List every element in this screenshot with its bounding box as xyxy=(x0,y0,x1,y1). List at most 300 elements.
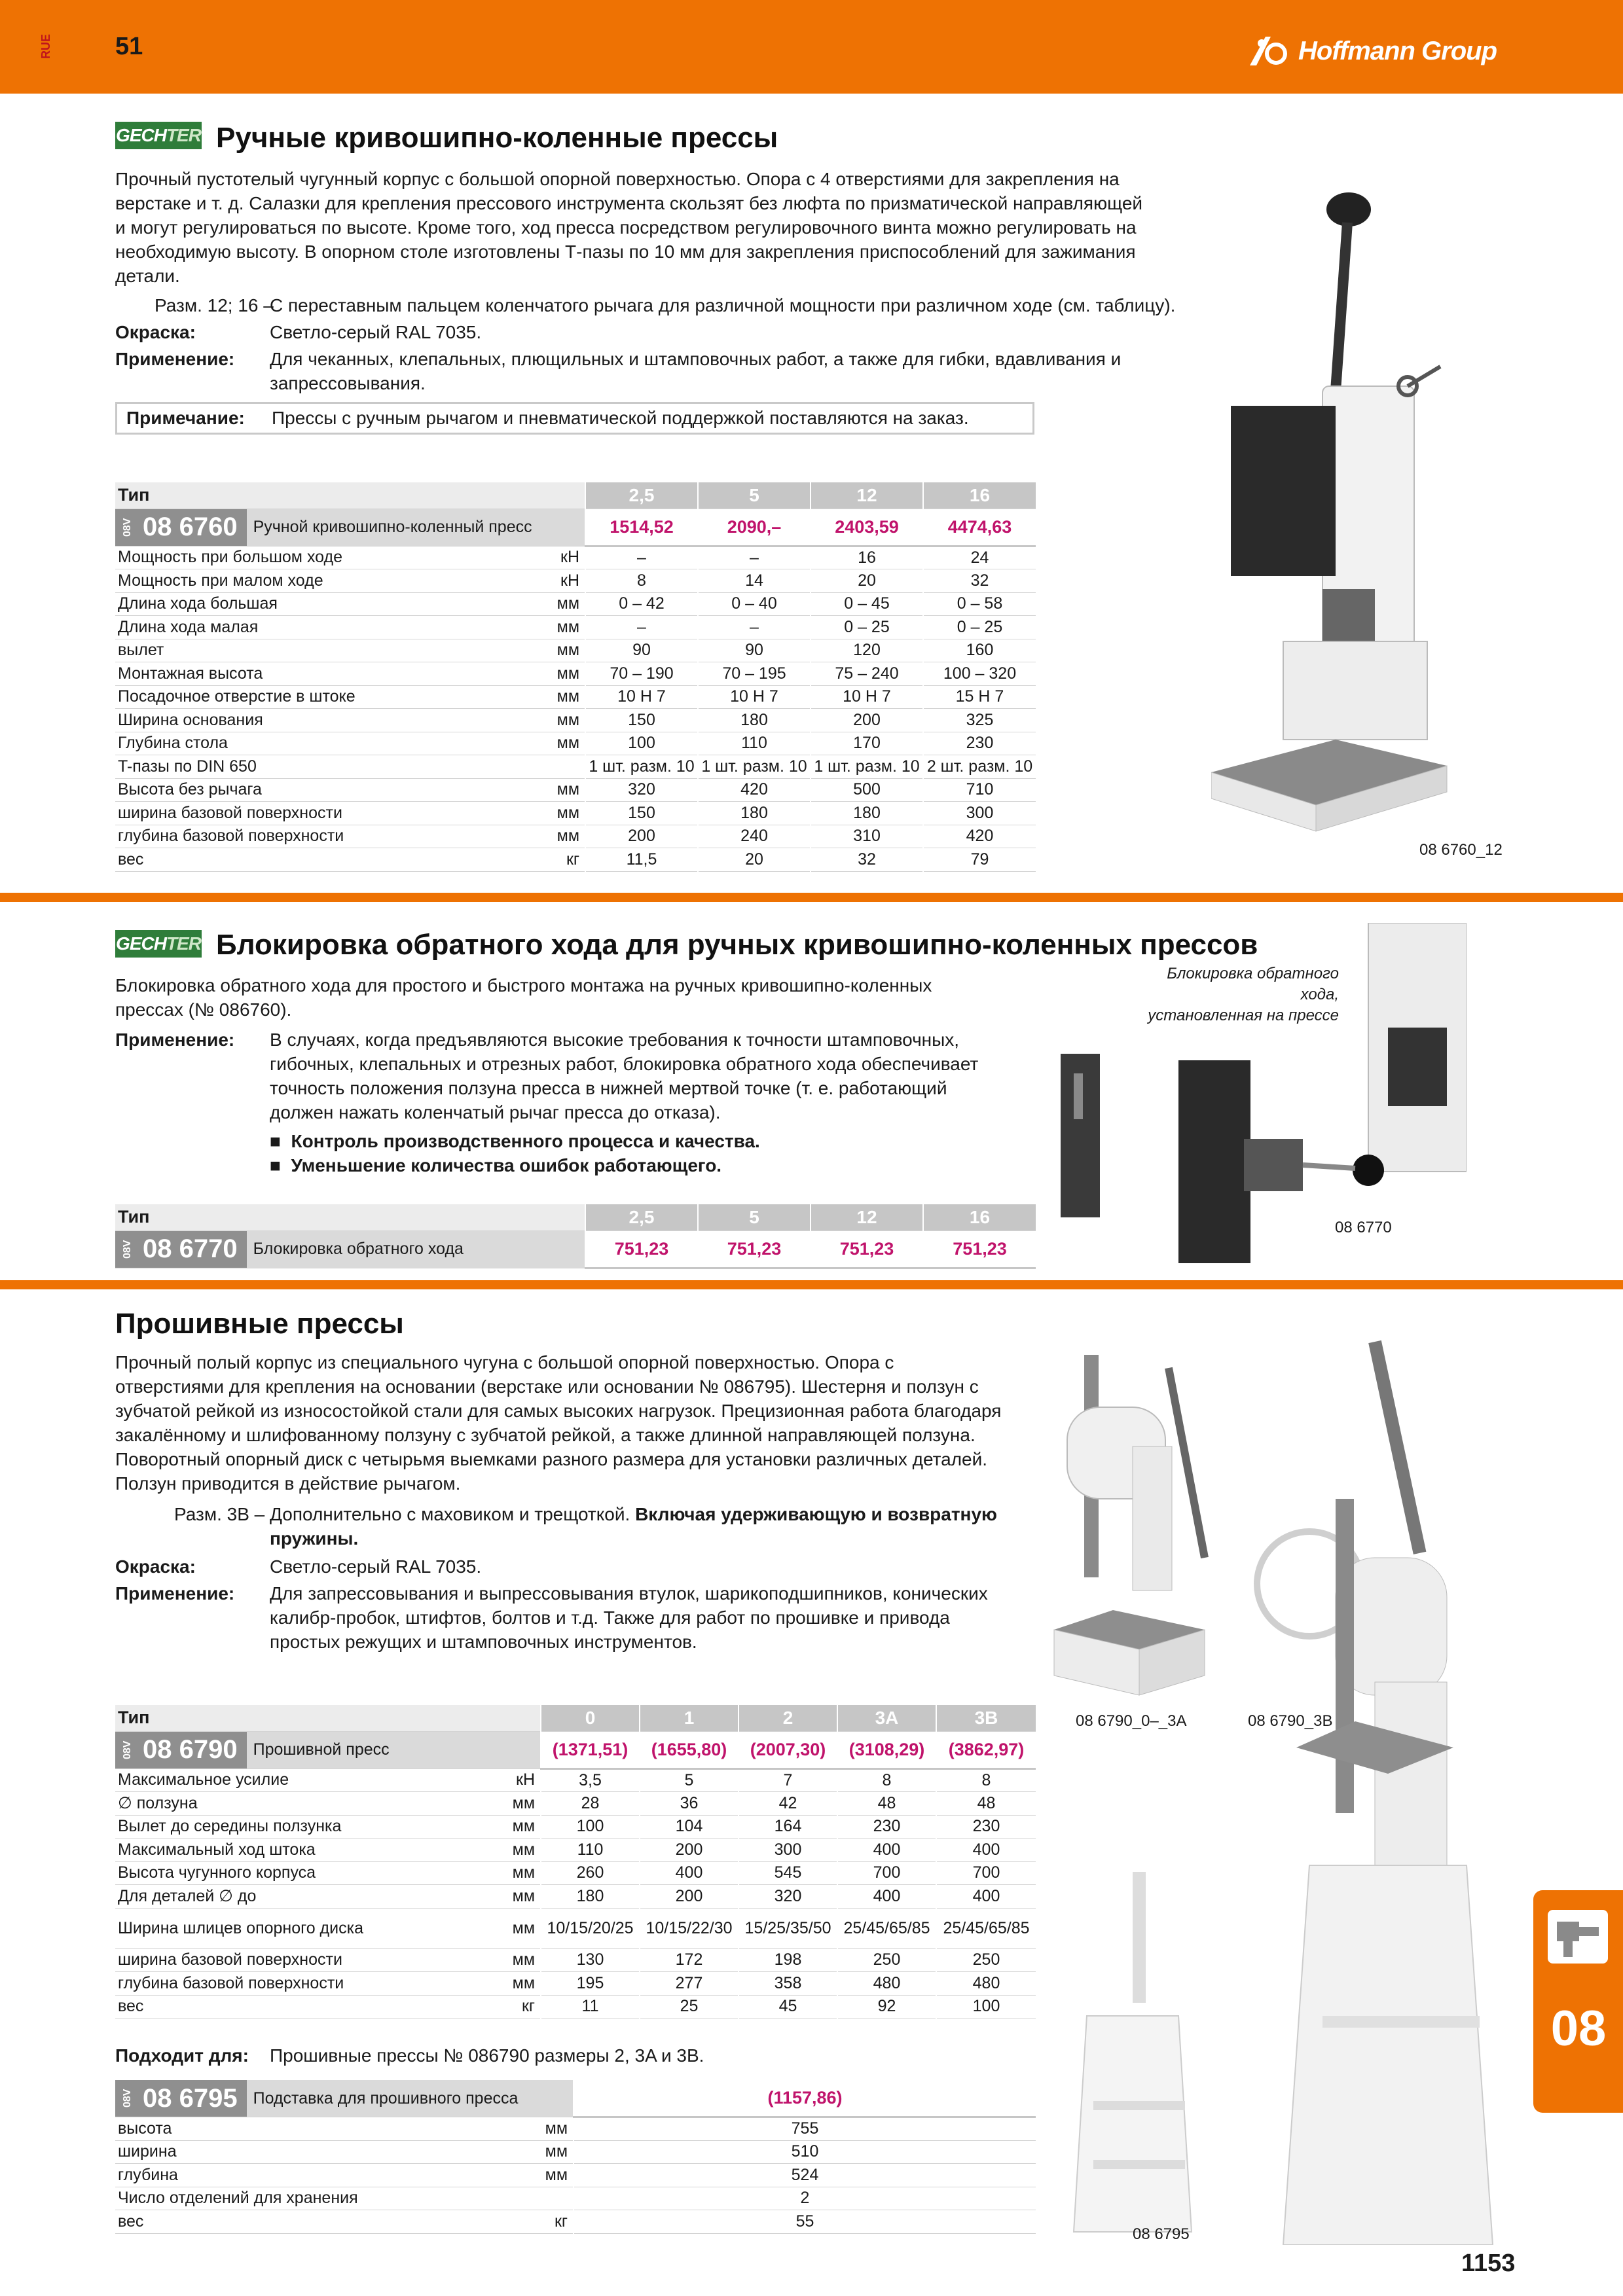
row-name: Высота без рычага xyxy=(115,778,454,802)
row-value: 524 xyxy=(574,2164,1036,2187)
row-value: 7 xyxy=(739,1768,837,1792)
bullet-item xyxy=(270,1153,760,1177)
brand-part1: GECH xyxy=(116,933,166,954)
row-name: глубина базовой поверхности xyxy=(115,825,454,848)
table-row xyxy=(115,709,1036,732)
row-name: глубина xyxy=(115,2164,462,2187)
row-value: 400 xyxy=(936,1885,1036,1909)
gechter-brand-badge xyxy=(115,122,202,149)
row-name: Ширина шлицев опорного диска xyxy=(115,1908,462,1948)
body-line: Прочный полый корпус из специального чугуна с большой опорной поверхностью. Опора с xyxy=(115,1352,894,1372)
row-value: 90 xyxy=(585,639,698,662)
page-ref: 51 xyxy=(115,33,143,60)
row-value: 2 xyxy=(574,2187,1036,2210)
row-unit: мм xyxy=(454,662,585,686)
image-note-line: хода, xyxy=(1300,986,1339,1003)
type-col: 3B xyxy=(936,1705,1036,1731)
row-value: 1 шт. разм. 10 xyxy=(585,755,698,779)
row-value: 240 xyxy=(698,825,811,848)
row-value: 24 xyxy=(923,546,1036,569)
row-name: Мощность при большом ходе xyxy=(115,546,454,569)
table-row xyxy=(115,546,1036,569)
row-name: высота xyxy=(115,2117,462,2141)
use-text xyxy=(270,1581,988,1654)
article-cell xyxy=(115,1731,541,1768)
size-text-bold: Включая удерживающую и возвратную xyxy=(635,1504,997,1524)
row-value: 10/15/22/30 xyxy=(640,1908,739,1948)
image-caption: 08 6790_3B xyxy=(1248,1712,1333,1730)
table-row xyxy=(115,685,1036,709)
row-value: 25/45/65/85 xyxy=(837,1908,936,1948)
size-label: Разм. 12; 16 – xyxy=(155,295,274,315)
row-unit: мм xyxy=(462,1815,541,1839)
row-value: 172 xyxy=(640,1948,739,1972)
arbor-press-images xyxy=(1048,1329,1506,2245)
use-line: должен нажать коленчатый рычаг пресса до отказа). xyxy=(270,1102,721,1122)
table-row xyxy=(115,1768,1036,1792)
row-unit: кг xyxy=(454,848,585,872)
row-value: – xyxy=(698,546,811,569)
row-value: 150 xyxy=(585,709,698,732)
fits-text: Прошивные прессы № 086790 размеры 2, 3A и 3B. xyxy=(270,2045,704,2066)
row-name: Высота чугунного корпуса xyxy=(115,1861,462,1885)
row-value: 310 xyxy=(811,825,923,848)
image-caption: 08 6790_0–_3A xyxy=(1076,1712,1187,1730)
stand-table xyxy=(115,2080,1036,2234)
type-col: 3A xyxy=(837,1705,936,1731)
row-value: 32 xyxy=(923,569,1036,593)
row-value: 8 xyxy=(936,1768,1036,1792)
image-note-line: установленная на прессе xyxy=(1148,1007,1339,1024)
row-value: 320 xyxy=(739,1885,837,1909)
section3-body xyxy=(115,1350,1051,1496)
note-text: Прессы с ручным рычагом и пневматической поддержкой поставляются на заказ. xyxy=(272,408,969,428)
row-unit xyxy=(462,2187,574,2210)
row-value: 15 H 7 xyxy=(923,685,1036,709)
paint-text: Светло-серый RAL 7035. xyxy=(270,1556,482,1577)
size-text: С переставным пальцем коленчатого рычага для различной мощности при различном ходе (см. таблицу). xyxy=(270,295,1176,315)
row-value: 16 xyxy=(811,546,923,569)
logo-text: Hoffmann Group xyxy=(1298,36,1497,65)
row-value: 1 шт. разм. 10 xyxy=(698,755,811,779)
row-value: 28 xyxy=(541,1792,640,1816)
note-label: Примечание: xyxy=(126,408,245,428)
row-name: Ширина основания xyxy=(115,709,454,732)
type-col: 5 xyxy=(698,482,811,509)
row-value: 10 H 7 xyxy=(811,685,923,709)
row-value: 200 xyxy=(640,1839,739,1862)
bullet-item xyxy=(270,1129,760,1153)
type-col: 5 xyxy=(698,1204,811,1230)
row-value: 110 xyxy=(541,1839,640,1862)
art-number: 08 6770 xyxy=(140,1231,247,1268)
row-value: 700 xyxy=(837,1861,936,1885)
row-value: 0 – 40 xyxy=(698,592,811,616)
row-value: 3,5 xyxy=(541,1768,640,1792)
fits-label: Подходит для: xyxy=(115,2045,249,2066)
price-cell: 751,23 xyxy=(698,1230,811,1268)
toggle-press-table xyxy=(115,482,1036,872)
row-unit: мм xyxy=(462,1839,541,1862)
table-row xyxy=(115,616,1036,639)
row-value: 358 xyxy=(739,1972,837,1996)
brand-part2: TER xyxy=(166,125,201,145)
row-unit: мм xyxy=(462,2117,574,2141)
art-prefix: 08V xyxy=(115,1732,140,1768)
body-line: Поворотный опорный диск с четырьмя выемками разного размера для установки различных деталей. xyxy=(115,1449,988,1469)
art-number: 08 6790 xyxy=(140,1732,247,1768)
row-value: 200 xyxy=(811,709,923,732)
row-unit: мм xyxy=(454,685,585,709)
row-value: 42 xyxy=(739,1792,837,1816)
row-value: 250 xyxy=(936,1948,1036,1972)
row-value: 180 xyxy=(541,1885,640,1909)
brand-part1: GECH xyxy=(116,125,166,145)
row-value: 230 xyxy=(923,732,1036,755)
row-value: 104 xyxy=(640,1815,739,1839)
body-line: необходимую высоту. В опорном столе изготовлены Т-пазы по 10 мм для закрепления приспособлений для зажимания xyxy=(115,242,1136,262)
type-col: 2,5 xyxy=(585,482,698,509)
table-row xyxy=(115,1908,1036,1948)
press-tool-icon xyxy=(1548,1910,1608,1964)
row-value: 11,5 xyxy=(585,848,698,872)
use-line: калибр-пробок, штифтов, болтов и т.д. Также для работ по прошивке и привода xyxy=(270,1607,950,1628)
table-row xyxy=(115,825,1036,848)
row-name: Длина хода малая xyxy=(115,616,454,639)
row-value: 710 xyxy=(923,778,1036,802)
table-row xyxy=(115,1792,1036,1816)
page-number: 1153 xyxy=(1461,2250,1516,2277)
row-name: ширина xyxy=(115,2140,462,2164)
bullet-list xyxy=(270,1129,760,1177)
row-unit: мм xyxy=(462,2164,574,2187)
row-value: 20 xyxy=(811,569,923,593)
bullet-icon: ■ xyxy=(270,1131,281,1151)
art-desc: Прошивной пресс xyxy=(247,1732,540,1768)
row-value: 130 xyxy=(541,1948,640,1972)
type-col: 16 xyxy=(923,482,1036,509)
row-value: 320 xyxy=(585,778,698,802)
row-value: 195 xyxy=(541,1972,640,1996)
image-note-line: Блокировка обратного xyxy=(1167,965,1339,982)
backstroke-lock-image xyxy=(1048,923,1467,1270)
row-value: 110 xyxy=(698,732,811,755)
row-value: 170 xyxy=(811,732,923,755)
row-value: 25 xyxy=(640,1995,739,2018)
body-line: Ползун приводится в действие рычагом. xyxy=(115,1473,461,1494)
chapter-number: 08 xyxy=(1550,2001,1607,2056)
image-caption: 08 6795 xyxy=(1133,2225,1190,2243)
art-desc: Подставка для прошивного пресса xyxy=(247,2080,573,2117)
row-name: вылет xyxy=(115,639,454,662)
row-value: 230 xyxy=(837,1815,936,1839)
top-bar xyxy=(0,0,1623,94)
section2-body xyxy=(115,973,1032,1022)
section1-body xyxy=(115,167,1163,288)
price-cell: 4474,63 xyxy=(923,509,1036,546)
note-box xyxy=(115,402,1034,435)
price-cell: 751,23 xyxy=(811,1230,923,1268)
table-head-row xyxy=(115,1204,1036,1230)
article-row xyxy=(115,2080,1036,2117)
price-cell: 751,23 xyxy=(585,1230,698,1268)
row-name: Максимальный ход штока xyxy=(115,1839,462,1862)
price-cell: (2007,30) xyxy=(739,1731,837,1768)
type-label: Тип xyxy=(115,1204,585,1230)
type-col: 0 xyxy=(541,1705,640,1731)
row-value: 70 – 195 xyxy=(698,662,811,686)
section1-title: Ручные кривошипно-коленные прессы xyxy=(216,122,778,154)
table-row xyxy=(115,1861,1036,1885)
price-cell: 2403,59 xyxy=(811,509,923,546)
use-line: запрессовывания. xyxy=(270,373,426,393)
row-value: 2 шт. разм. 10 xyxy=(923,755,1036,779)
row-value: 200 xyxy=(640,1885,739,1909)
row-unit: мм xyxy=(454,709,585,732)
row-unit: мм xyxy=(454,639,585,662)
row-value: 480 xyxy=(936,1972,1036,1996)
row-unit: кг xyxy=(462,1995,541,2018)
row-name: Посадочное отверстие в штоке xyxy=(115,685,454,709)
price-cell: 1514,52 xyxy=(585,509,698,546)
body-line: Прочный пустотелый чугунный корпус с большой опорной поверхностью. Опора с 4 отверстиями для закрепления на xyxy=(115,169,1120,189)
row-value: 48 xyxy=(936,1792,1036,1816)
gechter-brand-badge xyxy=(115,930,202,958)
row-value: 164 xyxy=(739,1815,837,1839)
row-value: 260 xyxy=(541,1861,640,1885)
use-line: Для запрессовывания и выпрессовывания втулок, шарикоподшипников, конических xyxy=(270,1583,988,1604)
row-value: 8 xyxy=(585,569,698,593)
type-col: 2 xyxy=(739,1705,837,1731)
row-value: 10 H 7 xyxy=(585,685,698,709)
use-label: Применение: xyxy=(115,1583,235,1604)
price-cell: (3862,97) xyxy=(936,1731,1036,1768)
table-row xyxy=(115,732,1036,755)
row-value: 15/25/35/50 xyxy=(739,1908,837,1948)
row-unit: кН xyxy=(462,1768,541,1792)
body-line: закалённому и шлифованному ползуну с зубчатой рейкой, а также длинной направляющей ползуна. xyxy=(115,1425,976,1445)
type-label: Тип xyxy=(115,1705,541,1731)
row-value: 400 xyxy=(936,1839,1036,1862)
row-value: 32 xyxy=(811,848,923,872)
row-value: 45 xyxy=(739,1995,837,2018)
hoffmann-logo-icon xyxy=(1247,34,1289,68)
table-row xyxy=(115,1972,1036,1996)
row-name: ширина базовой поверхности xyxy=(115,802,454,825)
image-caption: 08 6770 xyxy=(1335,1219,1392,1236)
article-row xyxy=(115,509,1036,546)
bullet-text: Контроль производственного процесса и качества. xyxy=(291,1131,760,1151)
row-unit: мм xyxy=(462,2140,574,2164)
row-value: 180 xyxy=(811,802,923,825)
body-line: Блокировка обратного хода для простого и быстрого монтажа на ручных кривошипно-коленных xyxy=(115,975,932,996)
row-unit: мм xyxy=(454,825,585,848)
type-label: Тип xyxy=(115,482,585,509)
row-name: Число отделений для хранения xyxy=(115,2187,462,2210)
backstroke-lock-table xyxy=(115,1204,1036,1269)
row-unit: мм xyxy=(462,1948,541,1972)
row-value: 100 xyxy=(585,732,698,755)
row-value: 92 xyxy=(837,1995,936,2018)
toggle-press-image xyxy=(1211,183,1473,851)
row-name: ширина базовой поверхности xyxy=(115,1948,462,1972)
body-line: прессах (№ 086760). xyxy=(115,999,292,1020)
row-unit: кН xyxy=(454,569,585,593)
type-col: 2,5 xyxy=(585,1204,698,1230)
table-row xyxy=(115,662,1036,686)
row-value: 100 xyxy=(541,1815,640,1839)
row-unit: мм xyxy=(462,1792,541,1816)
body-line: отверстиями для крепления на основании (верстаке или основании № 086795). Шестерня и ползун с xyxy=(115,1376,979,1397)
row-value: 160 xyxy=(923,639,1036,662)
art-number: 08 6760 xyxy=(140,509,247,546)
row-value: 198 xyxy=(739,1948,837,1972)
art-prefix: 08V xyxy=(115,2080,140,2117)
row-name: ∅ ползуна xyxy=(115,1792,462,1816)
row-value: 180 xyxy=(698,802,811,825)
row-value: 300 xyxy=(739,1839,837,1862)
row-value: 700 xyxy=(936,1861,1036,1885)
row-value: – xyxy=(698,616,811,639)
row-unit: мм xyxy=(454,592,585,616)
art-prefix: 08V xyxy=(115,509,140,546)
paint-label: Окраска: xyxy=(115,322,196,342)
price-cell: (3108,29) xyxy=(837,1731,936,1768)
type-col: 16 xyxy=(923,1204,1036,1230)
bullet-icon: ■ xyxy=(270,1155,281,1175)
row-unit: мм xyxy=(462,1861,541,1885)
art-desc: Ручной кривошипно-коленный пресс xyxy=(247,509,585,546)
bullet-text: Уменьшение количества ошибок работающего. xyxy=(291,1155,722,1175)
article-row xyxy=(115,1230,1036,1268)
row-unit: мм xyxy=(454,616,585,639)
use-line: точность положения ползуна пресса в нижней мертвой точке (т. е. работающий xyxy=(270,1078,947,1098)
body-line: зубчатой рейкой из износостойкой стали для самых высоких нагрузок. Прецизионная работа благодаря xyxy=(115,1401,1002,1421)
row-value: 420 xyxy=(698,778,811,802)
article-cell xyxy=(115,1230,585,1268)
row-value: 5 xyxy=(640,1768,739,1792)
row-value: 11 xyxy=(541,1995,640,2018)
size-label: Разм. 3B – xyxy=(174,1504,265,1524)
row-value: 150 xyxy=(585,802,698,825)
art-desc: Блокировка обратного хода xyxy=(247,1231,585,1268)
arbor-press-table xyxy=(115,1705,1036,2018)
row-value: 75 – 240 xyxy=(811,662,923,686)
row-name: вес xyxy=(115,848,454,872)
row-value: 180 xyxy=(698,709,811,732)
row-value: 755 xyxy=(574,2117,1036,2141)
section3-title: Прошивные прессы xyxy=(115,1308,404,1340)
row-unit: мм xyxy=(454,732,585,755)
use-line: В случаях, когда предъявляются высокие требования к точности штамповочных, xyxy=(270,1030,960,1050)
article-cell xyxy=(115,509,585,546)
type-col: 12 xyxy=(811,1204,923,1230)
art-prefix: 08V xyxy=(115,1231,140,1268)
table-row xyxy=(115,1995,1036,2018)
row-value: 300 xyxy=(923,802,1036,825)
row-value: 400 xyxy=(837,1839,936,1862)
use-text xyxy=(270,347,1121,395)
row-value: 20 xyxy=(698,848,811,872)
row-value: 400 xyxy=(837,1885,936,1909)
body-line: детали. xyxy=(115,266,180,286)
type-col: 12 xyxy=(811,482,923,509)
row-value: 0 – 25 xyxy=(923,616,1036,639)
row-value: 545 xyxy=(739,1861,837,1885)
price-cell: 751,23 xyxy=(923,1230,1036,1268)
row-value: 100 xyxy=(936,1995,1036,2018)
section-divider xyxy=(0,1280,1623,1289)
table-row xyxy=(115,1948,1036,1972)
row-value: 230 xyxy=(936,1815,1036,1839)
row-value: 0 – 42 xyxy=(585,592,698,616)
row-value: 8 xyxy=(837,1768,936,1792)
row-unit: мм xyxy=(462,1885,541,1909)
row-value: 100 – 320 xyxy=(923,662,1036,686)
row-unit: кН xyxy=(454,546,585,569)
hoffmann-logo xyxy=(1247,31,1497,71)
type-col: 1 xyxy=(640,1705,739,1731)
table-row xyxy=(115,592,1036,616)
row-name: Длина хода большая xyxy=(115,592,454,616)
use-line: простых режущих и штамповочных инструментов. xyxy=(270,1632,697,1652)
row-value: 277 xyxy=(640,1972,739,1996)
row-value: 90 xyxy=(698,639,811,662)
row-value: 0 – 25 xyxy=(811,616,923,639)
row-value: 120 xyxy=(811,639,923,662)
body-line: и могут регулироваться по высоте. Кроме того, ход пресса посредством регулировочного винта можно регулировать на xyxy=(115,217,1137,238)
row-value: 36 xyxy=(640,1792,739,1816)
row-value: – xyxy=(585,546,698,569)
size-text xyxy=(270,1502,1042,1551)
table-row xyxy=(115,639,1036,662)
table-row xyxy=(115,2210,1036,2234)
table-row xyxy=(115,848,1036,872)
table-row xyxy=(115,1839,1036,1862)
table-row xyxy=(115,1885,1036,1909)
price-cell: (1655,80) xyxy=(640,1731,739,1768)
row-unit: кг xyxy=(462,2210,574,2234)
row-value: 1 шт. разм. 10 xyxy=(811,755,923,779)
row-value: – xyxy=(585,616,698,639)
table-row xyxy=(115,802,1036,825)
row-value: 10/15/20/25 xyxy=(541,1908,640,1948)
table-row xyxy=(115,778,1036,802)
table-row xyxy=(115,1815,1036,1839)
brand-part2: TER xyxy=(166,933,201,954)
article-cell xyxy=(115,2080,574,2117)
size-text-bold: пружины. xyxy=(270,1528,359,1549)
article-row xyxy=(115,1731,1036,1768)
section2-title: Блокировка обратного хода для ручных кривошипно-коленных прессов xyxy=(216,929,1258,961)
table-row xyxy=(115,2140,1036,2164)
section-divider xyxy=(0,893,1623,902)
row-value: 70 – 190 xyxy=(585,662,698,686)
row-value: 420 xyxy=(923,825,1036,848)
body-line: верстаке и т. д. Салазки для крепления прессового инструмента скользят без люфта по призматической направляющей xyxy=(115,193,1143,213)
row-value: 25/45/65/85 xyxy=(936,1908,1036,1948)
table-row xyxy=(115,755,1036,779)
row-name: вес xyxy=(115,2210,462,2234)
row-value: 14 xyxy=(698,569,811,593)
row-name: вес xyxy=(115,1995,462,2018)
table-row xyxy=(115,2164,1036,2187)
row-value: 325 xyxy=(923,709,1036,732)
chapter-tab[interactable] xyxy=(1533,1890,1623,2113)
row-name: Монтажная высота xyxy=(115,662,454,686)
use-label: Применение: xyxy=(115,1030,235,1050)
row-value: 48 xyxy=(837,1792,936,1816)
